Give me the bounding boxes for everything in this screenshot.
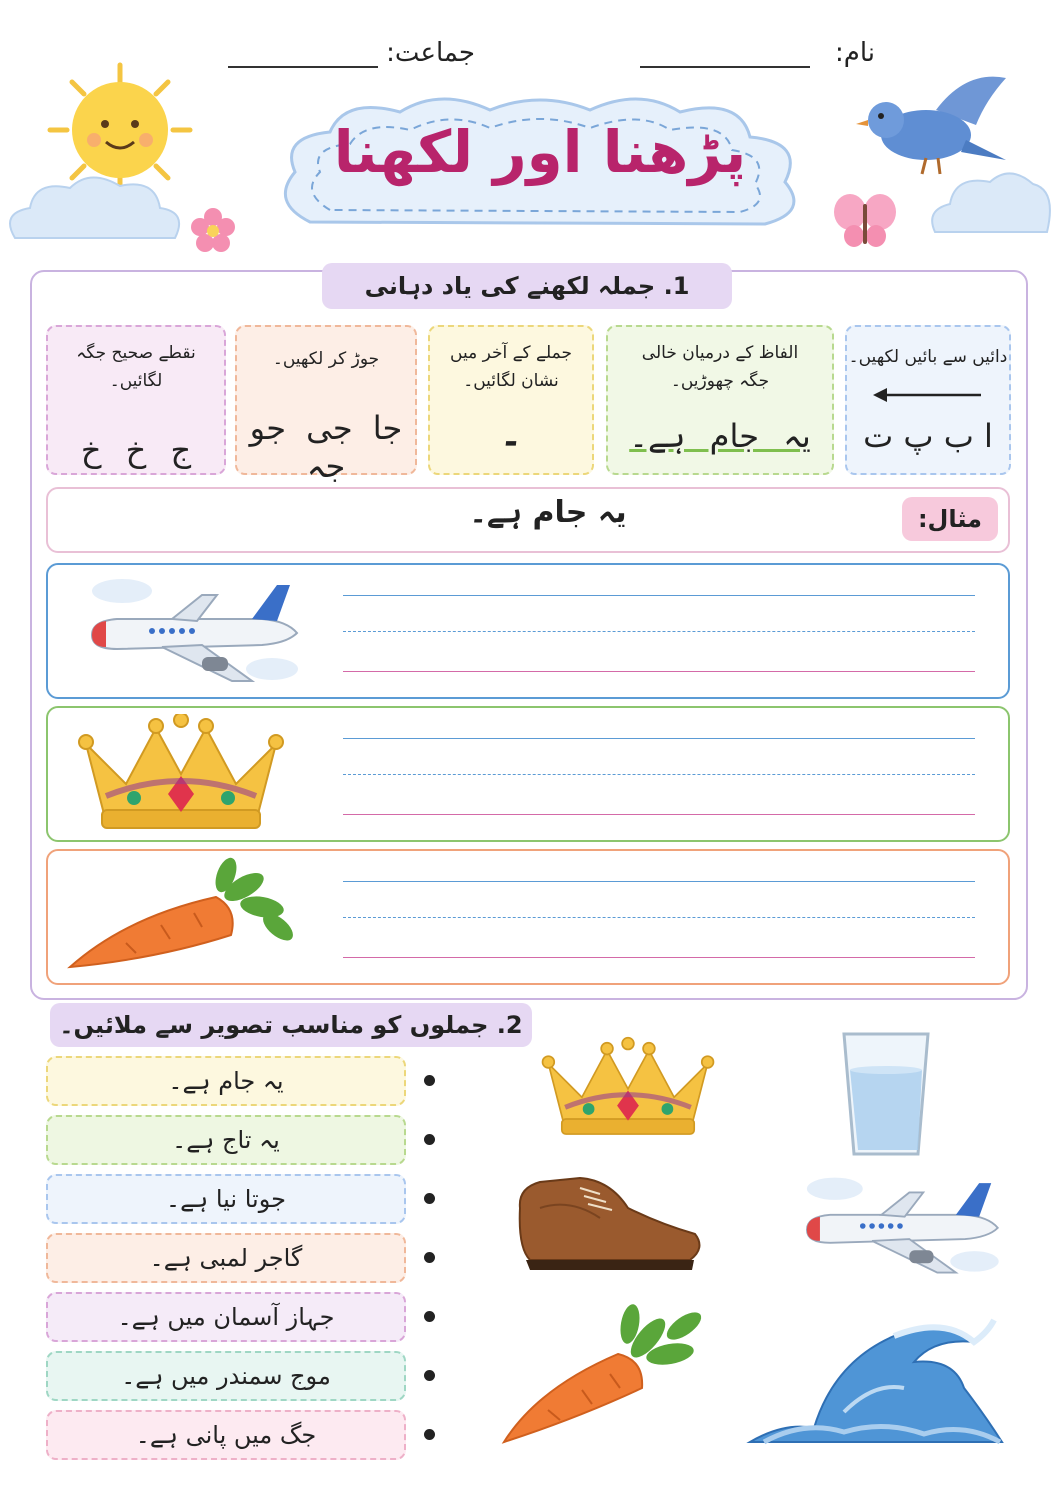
section-1-heading: 1. جملہ لکھنے کی یاد دہانی	[322, 263, 732, 309]
rule-text: الفاظ کے درمیان خالی جگہ چھوڑیں۔	[641, 343, 799, 391]
airplane-icon	[72, 573, 312, 689]
match-dot[interactable]	[424, 1134, 435, 1145]
match-sentence[interactable]: یہ تاج ہے۔	[46, 1115, 406, 1165]
match-sentence[interactable]: جگ میں پانی ہے۔	[46, 1410, 406, 1460]
rule-card-word-spacing	[606, 325, 834, 475]
rule-text: جملے کے آخر میں نشان لگائیں۔	[450, 343, 572, 391]
butterfly-icon	[830, 190, 900, 250]
rule-card-right-to-left	[845, 325, 1011, 475]
match-dot[interactable]	[424, 1252, 435, 1263]
writing-line[interactable]	[343, 957, 975, 958]
match-dot[interactable]	[424, 1370, 435, 1381]
writing-line-dashed[interactable]	[343, 631, 975, 632]
match-dot[interactable]	[424, 1193, 435, 1204]
match-dot[interactable]	[424, 1075, 435, 1086]
rule-glyphs: یہ جام ہے۔	[629, 417, 811, 455]
rule-card-joining	[235, 325, 417, 485]
match-sentence[interactable]: گاجر لمبی ہے۔	[46, 1233, 406, 1283]
flower-icon	[188, 205, 238, 255]
match-dot[interactable]	[424, 1311, 435, 1322]
cloud-icon	[925, 160, 1055, 240]
water-glass-icon[interactable]	[838, 1030, 934, 1160]
match-sentence[interactable]: یہ جام ہے۔	[46, 1056, 406, 1106]
rule-card-dots	[46, 325, 226, 475]
writing-row-crown	[46, 706, 1010, 842]
match-dot[interactable]	[424, 1429, 435, 1440]
name-line[interactable]	[640, 66, 810, 68]
writing-line-dashed[interactable]	[343, 917, 975, 918]
cloud-icon	[0, 168, 190, 248]
carrot-icon	[66, 857, 306, 975]
rule-glyphs: ا ب پ ت	[863, 417, 993, 455]
page-title: پڑھنا اور لکھنا	[333, 118, 747, 186]
rule-glyphs: ۔	[499, 409, 523, 455]
writing-line[interactable]	[343, 814, 975, 815]
match-sentence[interactable]: جوتا نیا ہے۔	[46, 1174, 406, 1224]
writing-row-carrot	[46, 849, 1010, 985]
section-2-heading: 2. جملوں کو مناسب تصویر سے ملائیں۔	[50, 1003, 532, 1047]
airplane-icon[interactable]	[788, 1172, 1012, 1280]
rule-glyphs: ج خ خ	[80, 431, 192, 469]
crown-icon[interactable]	[540, 1036, 716, 1140]
writing-line[interactable]	[343, 881, 975, 882]
writing-line-dashed[interactable]	[343, 774, 975, 775]
rule-text: جوڑ کر لکھیں۔	[272, 349, 380, 369]
example-label: مثال:	[902, 497, 998, 541]
match-sentence[interactable]: موج سمندر میں ہے۔	[46, 1351, 406, 1401]
writing-line[interactable]	[343, 595, 975, 596]
crown-icon	[76, 714, 286, 832]
rule-card-end-mark	[428, 325, 594, 475]
example-box	[46, 487, 1010, 553]
rule-text: نقطے صحیح جگہ لگائیں۔	[76, 343, 196, 391]
wave-icon[interactable]	[744, 1302, 1006, 1452]
writing-row-airplane	[46, 563, 1010, 699]
writing-line[interactable]	[343, 671, 975, 672]
name-label: نام:	[834, 38, 875, 68]
match-sentence[interactable]: جہاز آسمان میں ہے۔	[46, 1292, 406, 1342]
example-sentence: یہ جام ہے۔	[469, 495, 627, 530]
arrow-left-icon	[873, 385, 983, 405]
shoe-icon[interactable]	[510, 1168, 706, 1274]
rule-glyphs: جا جی جو جہ	[249, 409, 403, 485]
class-line[interactable]	[228, 66, 378, 68]
writing-line[interactable]	[343, 738, 975, 739]
carrot-icon[interactable]	[498, 1298, 712, 1448]
class-label: جماعت:	[386, 38, 475, 68]
rule-text: دائیں سے بائیں لکھیں۔	[848, 347, 1008, 367]
